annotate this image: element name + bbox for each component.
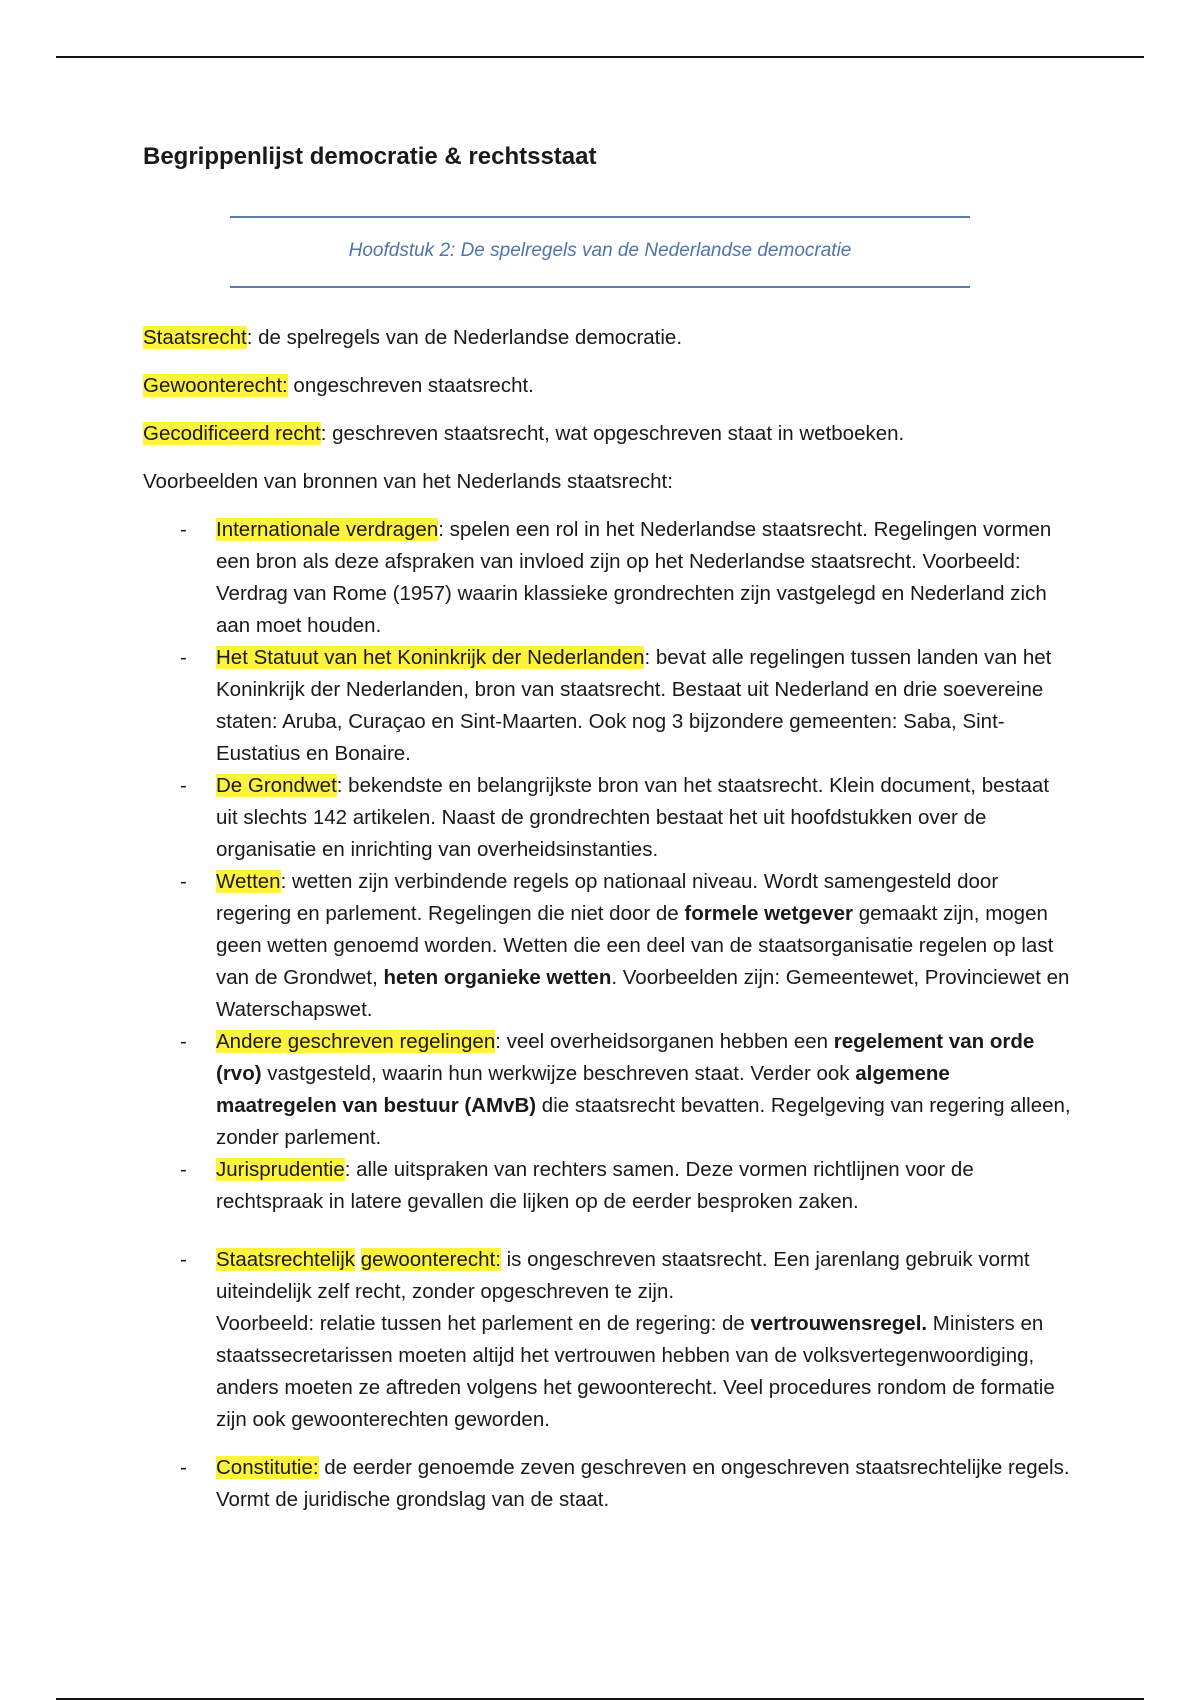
bullet-dash: - — [180, 1456, 187, 1479]
item-text: de eerder genoemde zeven geschreven en ongeschreven staatsrechtelijke regels. Vormt de juridische grondslag van de staat. — [216, 1456, 1070, 1511]
bullet-dash: - — [180, 1248, 187, 1271]
item-text: vastgesteld, waarin hun werkwijze beschreven staat. Verder ook — [261, 1062, 856, 1085]
example-paragraph — [143, 1308, 1073, 1436]
bold-term: formele wetgever — [684, 902, 854, 925]
highlighted-term: Staatsrechtelijk — [216, 1248, 356, 1271]
item-text: : wetten zijn verbindende regels op nationaal niveau. Wordt samengesteld door regering en parlement. Regelingen die niet door de — [216, 870, 999, 925]
highlighted-term: Gewoonterecht: — [143, 374, 288, 397]
sources-list-final — [143, 1452, 1073, 1516]
example-text: Voorbeeld: relatie tussen het parlement en de regering: de — [216, 1312, 751, 1335]
bullet-dash: - — [180, 1158, 187, 1181]
chapter-heading-box — [230, 216, 970, 288]
highlighted-term: Jurisprudentie — [216, 1158, 345, 1181]
highlighted-term: Het Statuut van het Koninkrijk der Nederlanden — [216, 646, 645, 669]
highlighted-term: Constitutie: — [216, 1456, 319, 1479]
list-item — [143, 866, 1073, 1026]
highlighted-term: Wetten — [216, 870, 281, 893]
sources-intro: Voorbeelden van bronnen van het Nederlands staatsrecht: — [143, 470, 673, 493]
bold-term: algemene maatregelen van bestuur (AMvB) — [216, 1062, 950, 1117]
definition-gecodificeerd-recht — [143, 418, 1073, 450]
list-item — [143, 514, 1073, 642]
sources-list — [143, 514, 1073, 1218]
definition-gewoonterecht — [143, 370, 1073, 402]
chapter-heading: Hoofdstuk 2: De spelregels van de Nederlandse democratie — [348, 240, 852, 261]
item-text: is ongeschreven staatsrecht. Een jarenlang gebruik vormt uiteindelijk zelf recht, zonder opgeschreven te zijn. — [216, 1248, 1030, 1303]
definition-staatsrecht — [143, 322, 1073, 354]
spacer — [143, 1218, 1073, 1244]
bullet-dash: - — [180, 518, 187, 541]
document-title: Begrippenlijst democratie & rechtsstaat — [143, 143, 597, 170]
bold-term: vertrouwensregel. — [750, 1312, 928, 1335]
item-text: : spelen een rol in het Nederlandse staatsrecht. Regelingen vormen een bron als deze afspraken van invloed zijn op het Nederlandse staatsrecht. Voorbeeld: Verdrag van Rome (1957) waarin klassieke grondrechten zijn vastgelegd en Nederland zich aan moet houden. — [216, 518, 1052, 637]
document-body — [143, 322, 1073, 1516]
item-text: : bekendste en belangrijkste bron van het staatsrecht. Klein document, bestaat uit slechts 142 artikelen. Naast de grondrechten bestaat het uit hoofdstukken over de organisatie en inrichting van overheidsinstanties. — [216, 774, 1050, 861]
bullet-dash: - — [180, 870, 187, 893]
bold-term: regelement van orde (rvo) — [216, 1030, 1035, 1085]
item-text: : bevat alle regelingen tussen landen van het Koninkrijk der Nederlanden, bron van staatsrecht. Bestaat uit Nederland en drie soevereine staten: Aruba, Curaçao en Sint-Maarten. Ook nog 3 bijzondere gemeenten: Saba, Sint-Eustatius en Bonaire. — [216, 646, 1052, 765]
list-item — [143, 1154, 1073, 1218]
list-item — [143, 1452, 1073, 1516]
bold-term: heten organieke wetten — [383, 966, 612, 989]
list-item — [143, 1026, 1073, 1154]
bullet-dash: - — [180, 1030, 187, 1053]
item-text: : veel overheidsorganen hebben een — [495, 1030, 834, 1053]
highlighted-term: Internationale verdragen — [216, 518, 439, 541]
highlighted-term: gewoonterecht: — [360, 1248, 501, 1271]
item-text: . Voorbeelden zijn: Gemeentewet, Provinciewet en Waterschapswet. — [216, 966, 1070, 1021]
definition-text: ongeschreven staatsrecht. — [287, 374, 534, 397]
list-item — [143, 1244, 1073, 1308]
example-text: Ministers en staatssecretarissen moeten altijd het vertrouwen hebben van de volksvertegenwoordiging, anders moeten ze aftreden volgens het gewoonterecht. Veel procedures rondom de formatie zijn ook gewoonterechten geworden. — [216, 1312, 1055, 1431]
highlighted-term: Staatsrecht — [143, 326, 247, 349]
list-item — [143, 770, 1073, 866]
item-text: : alle uitspraken van rechters samen. Deze vormen richtlijnen voor de rechtspraak in latere gevallen die lijken op de eerder besproken zaken. — [216, 1158, 974, 1213]
item-text: gemaakt zijn, mogen geen wetten genoemd worden. Wetten die een deel van de staatsorganisatie regelen op last van de Grondwet, — [216, 902, 1054, 989]
list-item — [143, 642, 1073, 770]
highlighted-term: Gecodificeerd recht — [143, 422, 321, 445]
header-rule — [56, 56, 1144, 58]
highlighted-term: De Grondwet — [216, 774, 337, 797]
sources-list-continued — [143, 1244, 1073, 1308]
bullet-dash: - — [180, 774, 187, 797]
item-text: die staatsrecht bevatten. Regelgeving van regering alleen, zonder parlement. — [216, 1094, 1071, 1149]
definition-text: : de spelregels van de Nederlandse democratie. — [246, 326, 683, 349]
bullet-dash: - — [180, 646, 187, 669]
definition-text: : geschreven staatsrecht, wat opgeschreven staat in wetboeken. — [320, 422, 905, 445]
highlighted-term: Andere geschreven regelingen — [216, 1030, 496, 1053]
